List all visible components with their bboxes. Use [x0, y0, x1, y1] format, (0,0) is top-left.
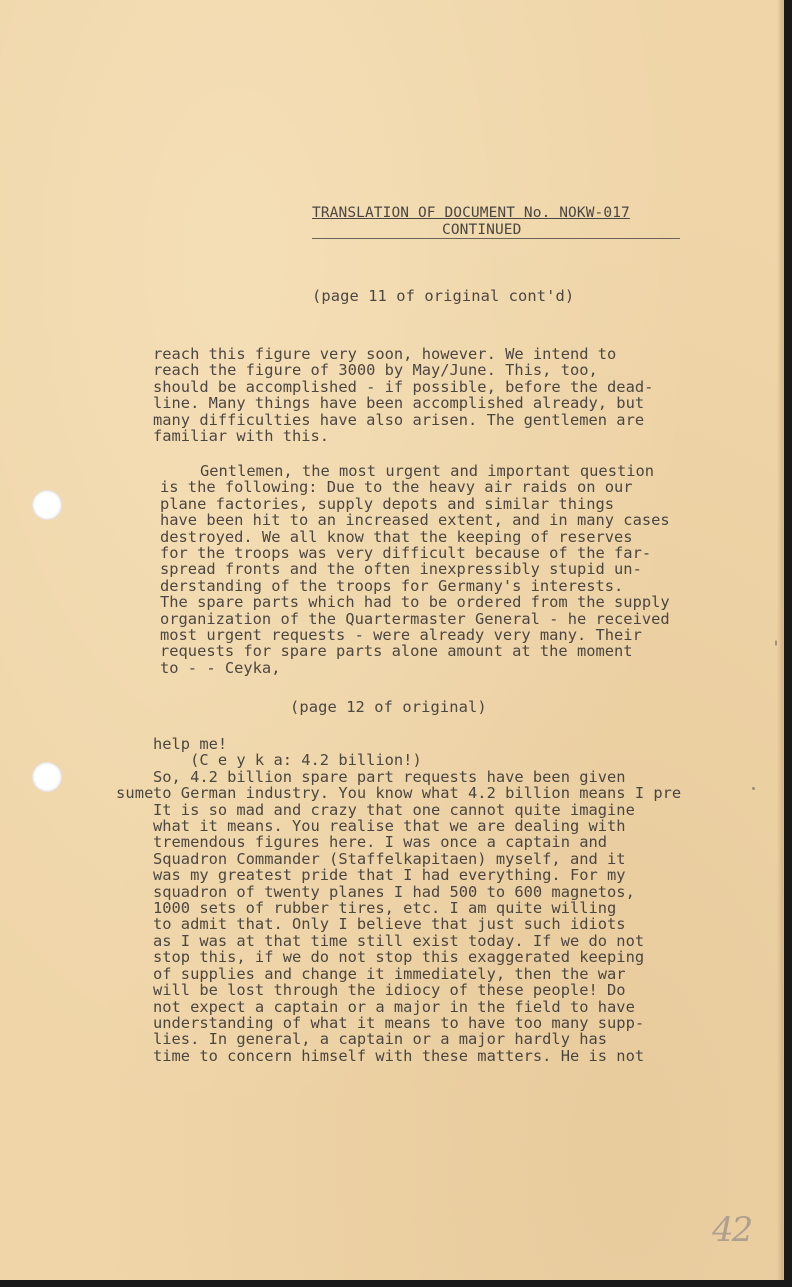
text-line: should be accomplished - if possible, before the dead-: [153, 377, 654, 396]
text-line: requests for spare parts alone amount at the moment: [160, 642, 633, 661]
document-title: TRANSLATION OF DOCUMENT No. NOKW-017: [312, 205, 630, 221]
text-line: to German industry. You know what 4.2 billion means I pre: [153, 784, 682, 803]
text-line: many difficulties have also arisen. The gentlemen are: [153, 410, 645, 429]
text-line: as I was at that time still exist today. If we do not: [153, 931, 645, 950]
paper-speck: [752, 787, 755, 790]
text-line: to - - Ceyka,: [160, 658, 281, 677]
text-line: understanding of what it means to have too many supp-: [153, 1013, 645, 1032]
page-reference-12: (page 12 of original): [290, 698, 487, 716]
text-line: spread fronts and the often inexpressibly stupid un-: [160, 560, 642, 579]
page-edge-shadow: [777, 0, 783, 1280]
text-line: familiar with this.: [153, 427, 330, 446]
paragraph-3: [153, 736, 681, 1064]
text-line: not expect a captain or a major in the field to have: [153, 997, 635, 1016]
document-title-continued: CONTINUED: [442, 222, 522, 238]
text-line: help me!: [153, 735, 228, 753]
text-line: reach the figure of 3000 by May/June. This, too,: [153, 361, 598, 380]
text-line: what it means. You realise that we are dealing with: [153, 817, 626, 836]
text-line: line. Many things have been accomplished already, but: [153, 394, 645, 413]
text-line: It is so mad and crazy that one cannot quite imagine: [153, 800, 635, 819]
text-line: to admit that. Only I believe that just such idiots: [153, 915, 626, 934]
text-line: lies. In general, a captain or a major hardly has: [153, 1030, 608, 1049]
text-line: So, 4.2 billion spare part requests have been given: [153, 767, 626, 786]
text-line: stop this, if we do not stop this exaggerated keeping: [153, 948, 645, 967]
text-line: derstanding of the troops for Germany's interests.: [160, 576, 624, 595]
text-line: is the following: Due to the heavy air raids on our: [160, 478, 633, 497]
paragraph-2: [160, 463, 670, 676]
text-line: (C e y k a: 4.2 billion!): [153, 751, 422, 770]
text-line: organization of the Quartermaster General - he received: [160, 609, 670, 628]
handwritten-folio-number: 42: [712, 1210, 752, 1250]
text-line: for the troops was very difficult because of the far-: [160, 544, 652, 563]
text-line: tremendous figures here. I was once a captain and: [153, 833, 608, 852]
text-line: 1000 sets of rubber tires, etc. I am quite willing: [153, 899, 617, 918]
text-line: time to concern himself with these matters. He is not: [153, 1046, 645, 1065]
text-line: have been hit to an increased extent, and in many cases: [160, 511, 670, 530]
text-line: Gentlemen, the most urgent and important question: [200, 462, 655, 480]
text-line: will be lost through the idiocy of these people! Do: [153, 981, 626, 1000]
text-line: reach this figure very soon, however. We intend to: [153, 345, 617, 363]
text-line: Squadron Commander (Staffelkapitaen) myself, and it: [153, 849, 626, 868]
text-line: plane factories, supply depots and similar things: [160, 494, 615, 513]
text-line: most urgent requests - were already very many. Their: [160, 626, 642, 645]
text-line: The spare parts which had to be ordered from the supply: [160, 593, 670, 612]
punch-hole-top: [32, 490, 62, 520]
punch-hole-bottom: [32, 762, 62, 792]
title-underline: [312, 238, 680, 239]
page-reference-11: (page 11 of original cont'd): [312, 287, 575, 305]
margin-note: sume: [116, 784, 154, 802]
text-line: was my greatest pride that I had everything. For my: [153, 866, 626, 885]
paragraph-1: [153, 346, 653, 444]
text-line: destroyed. We all know that the keeping of reserves: [160, 527, 633, 546]
paper-speck: [775, 640, 777, 646]
text-line: squadron of twenty planes I had 500 to 600 magnetos,: [153, 882, 635, 901]
text-line: of supplies and change it immediately, then the war: [153, 964, 626, 983]
